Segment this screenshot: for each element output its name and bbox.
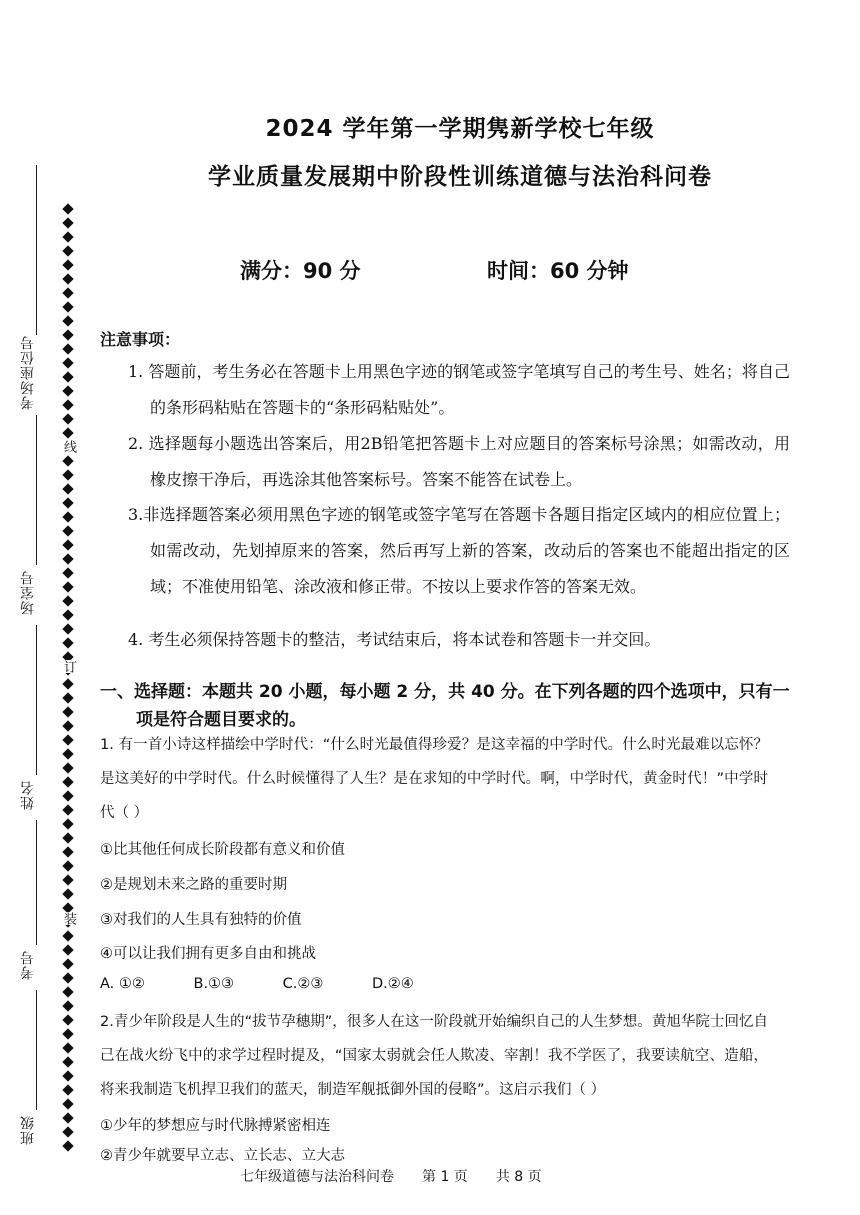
- binding-diamond: [62, 721, 73, 732]
- binding-diamond: [62, 875, 73, 886]
- binding-diamond: [62, 1112, 73, 1123]
- choice-b: B.①③: [193, 976, 235, 992]
- binding-diamond: [62, 847, 73, 858]
- binding-diamond: [62, 1056, 73, 1067]
- footer-total-pages: 共 8 页: [495, 1169, 542, 1185]
- binding-diamond: [62, 343, 73, 354]
- class-label: 班级: [20, 1115, 36, 1145]
- binding-diamond: [62, 679, 73, 690]
- binding-diamond: [62, 273, 73, 284]
- page-footer: [240, 1166, 660, 1186]
- binding-diamond: [62, 483, 73, 494]
- exam-number-label: 考号: [20, 950, 36, 980]
- notice-item: 3.非选择题答案必须用黑色字迹的钢笔或签字笔写在答题卡各题目指定区域内的相应位置上；如需改动，先划掉原来的答案，然后再写上新的答案，改动后的答案也不能超出指定的区域；不准使用铅笔、涂改液和修正带。不按以上要求作答的答案无效。: [128, 505, 790, 596]
- binding-diamond: [62, 735, 73, 746]
- binding-diamond: [62, 231, 73, 242]
- binding-diamond: [62, 958, 73, 969]
- binding-diamond: [62, 945, 73, 956]
- binding-dotted-line: [60, 205, 76, 1150]
- question-2-stem: 2.青少年阶段是人生的“拔节孕穗期”，很多人在这一阶段就开始编织自己的人生梦想。黄旭华院士回忆自己在战火纷飞中的求学过程时提及，“国家太弱就会任人欺凌、宰割！我不学医了，我要读航空、造船，将来我制造飞机捍卫我们的蓝天，制造军舰抵御外国的侵略”。这启示我们（ ）: [100, 1014, 768, 1098]
- fill-line: [36, 820, 37, 945]
- binding-diamond: [62, 1000, 73, 1011]
- binding-diamond: [62, 791, 73, 802]
- binding-diamond: [62, 287, 73, 298]
- question-1-option: ③对我们的人生具有独特的价值: [100, 912, 302, 928]
- binding-diamond: [62, 567, 73, 578]
- question-2-option: ②青少年就要早立志、立长志、立大志: [100, 1148, 345, 1164]
- notice-item: 2. 选择题每小题选出答案后，用2B铅笔把答题卡上对应题目的答案标号涂黑；如需改动，用橡皮擦干净后，再选涂其他答案标号。答案不能答在试卷上。: [128, 434, 790, 489]
- binding-diamond: [62, 972, 73, 983]
- fill-line: [36, 625, 37, 775]
- question-1-option: ④可以让我们拥有更多自由和挑战: [100, 946, 316, 962]
- footer-subject: 七年级道德与法治科问卷: [240, 1169, 394, 1185]
- binding-diamond: [62, 385, 73, 396]
- choice-d: D.②④: [372, 976, 414, 992]
- name-field: [18, 780, 38, 810]
- seat-number-field: [18, 335, 38, 410]
- section-heading: 一、选择题：本题共 20 小题，每小题 2 分，共 40 分。在下列各题的四个选项中，只有一项是符合题目要求的。: [100, 682, 790, 730]
- fill-line: [36, 990, 37, 1110]
- binding-diamond: [62, 217, 73, 228]
- binding-diamond: [62, 861, 73, 872]
- binding-diamond: [62, 1084, 73, 1095]
- binding-diamond: [62, 399, 73, 410]
- binding-diamond: [62, 371, 73, 382]
- binding-diamond: [62, 777, 73, 788]
- page-title-line2: 学业质量发展期中阶段性训练道德与法治科问卷: [208, 164, 712, 190]
- binding-diamond: [62, 455, 73, 466]
- room-number-label: 场室号: [20, 570, 36, 615]
- binding-diamond: [62, 539, 73, 550]
- room-number-field: [18, 570, 38, 615]
- binding-diamond: [62, 511, 73, 522]
- binding-diamond: [62, 1140, 73, 1151]
- binding-diamond: [62, 1070, 73, 1081]
- binding-diamond: [62, 595, 73, 606]
- binding-mark-bind: 装: [61, 912, 76, 925]
- binding-diamond: [62, 259, 73, 270]
- question-1-option: ②是规划未来之路的重要时期: [100, 877, 287, 893]
- binding-diamond: [62, 315, 73, 326]
- fill-line: [36, 165, 37, 335]
- binding-diamond: [62, 693, 73, 704]
- binding-diamond: [62, 819, 73, 830]
- binding-diamond: [62, 497, 73, 508]
- binding-diamond: [62, 986, 73, 997]
- binding-diamond: [62, 427, 73, 438]
- notice-item: 1. 答题前，考生务必在答题卡上用黑色字迹的钢笔或签字笔填写自己的考生号、姓名；将自己的条形码粘贴在答题卡的“条形码粘贴处”。: [128, 362, 790, 417]
- binding-mark-staple: 订: [61, 660, 76, 673]
- question-1-option: ①比其他任何成长阶段都有意义和价值: [100, 842, 345, 858]
- binding-diamond: [62, 1014, 73, 1025]
- binding-diamond: [62, 1028, 73, 1039]
- binding-diamond: [62, 763, 73, 774]
- binding-diamond: [62, 707, 73, 718]
- fill-line: [36, 415, 37, 565]
- choice-a: A. ①②: [100, 976, 145, 992]
- binding-diamond: [62, 1126, 73, 1137]
- notice-item: 4. 考生必须保持答题卡的整洁，考试结束后，将本试卷和答题卡一并交回。: [128, 630, 661, 649]
- binding-diamond: [62, 889, 73, 900]
- binding-diamond: [62, 245, 73, 256]
- binding-diamond: [62, 637, 73, 648]
- binding-mark-line: 线: [61, 440, 76, 453]
- binding-diamond: [62, 329, 73, 340]
- binding-margin: [0, 0, 95, 1215]
- notice-heading: 注意事项：: [100, 330, 181, 349]
- exam-number-field: [18, 950, 38, 980]
- choice-c: C.②③: [282, 976, 324, 992]
- binding-diamond: [62, 931, 73, 942]
- binding-diamond: [62, 203, 73, 214]
- footer-page-number: 第 1 页: [422, 1169, 468, 1185]
- binding-diamond: [62, 1042, 73, 1053]
- name-label: 姓名: [20, 780, 36, 810]
- binding-diamond: [62, 1098, 73, 1109]
- binding-diamond: [62, 609, 73, 620]
- question-1-choices: [100, 976, 458, 992]
- exam-time: 时间：60 分钟: [487, 259, 629, 283]
- binding-diamond: [62, 301, 73, 312]
- binding-diamond: [62, 581, 73, 592]
- binding-diamond: [62, 833, 73, 844]
- page-title-line1: 2024 学年第一学期隽新学校七年级: [265, 116, 655, 142]
- binding-diamond: [62, 553, 73, 564]
- binding-diamond: [62, 525, 73, 536]
- binding-diamond: [62, 469, 73, 480]
- binding-diamond: [62, 623, 73, 634]
- binding-diamond: [62, 805, 73, 816]
- question-1-stem: 1. 有一首小诗这样描绘中学时代：“什么时光最值得珍爱？是这幸福的中学时代。什么时光最难以忘怀？是这美好的中学时代。什么时候懂得了人生？是在求知的中学时代。啊，中学时代，黄金时代！”中学时代（ ）: [100, 737, 768, 821]
- binding-diamond: [62, 413, 73, 424]
- question-2-option: ①少年的梦想应与时代脉搏紧密相连: [100, 1118, 331, 1134]
- class-field: [18, 1115, 38, 1145]
- binding-diamond: [62, 357, 73, 368]
- binding-diamond: [62, 749, 73, 760]
- seat-number-label: 考场座位号: [20, 335, 36, 410]
- full-score: 满分：90 分: [240, 259, 361, 283]
